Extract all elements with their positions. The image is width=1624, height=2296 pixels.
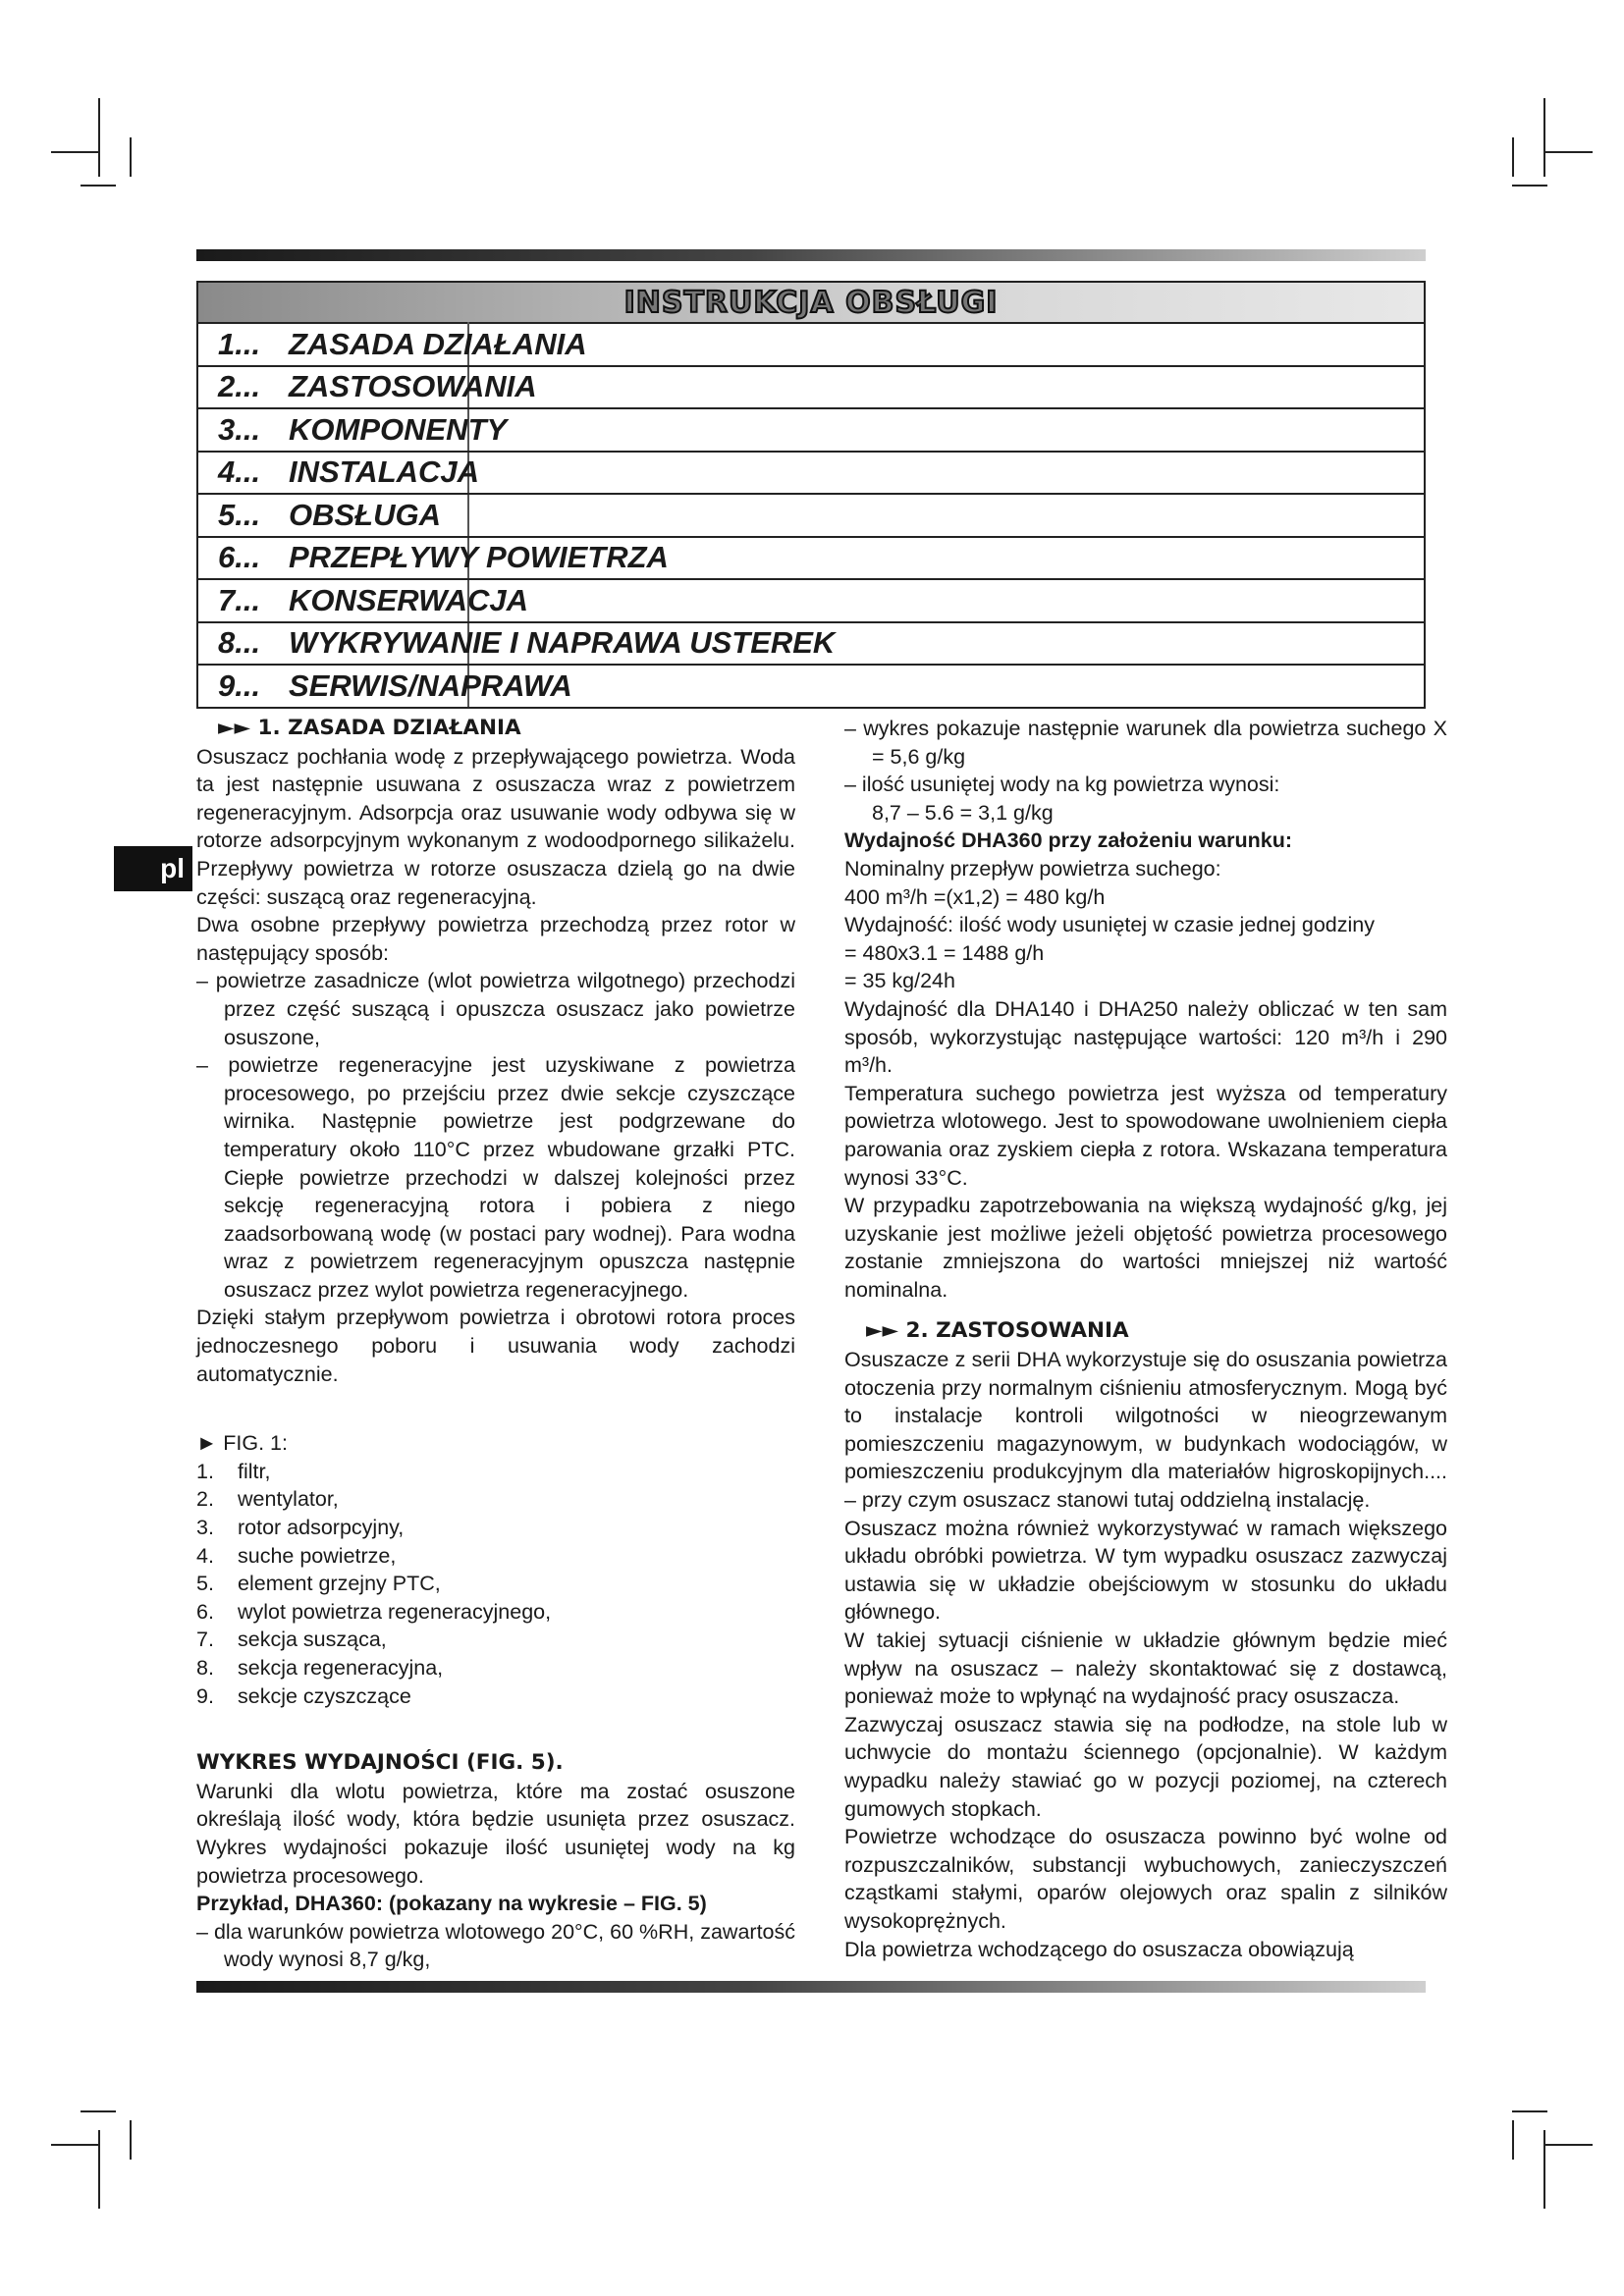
paragraph: Zazwyczaj osuszacz stawia się na podłodze, na stole lub w uchwycie do montażu ściennego (opcjonalnie). W każdym wypadku należy stawiać go w pozycji poziomej, na czterech gumowych stopkach. bbox=[844, 1712, 1447, 1821]
toc-label: ZASADA DZIAŁANIA bbox=[289, 326, 587, 361]
figure-label: ► FIG. 1: bbox=[196, 1431, 288, 1456]
section-heading: WYKRES WYDAJNOŚCI (FIG. 5). bbox=[196, 1750, 564, 1776]
toc-row bbox=[198, 495, 1424, 538]
toc-row bbox=[198, 666, 1424, 707]
text-line: = 480x3.1 = 1488 g/h bbox=[844, 940, 1045, 965]
crop-mark bbox=[130, 137, 132, 177]
crop-mark bbox=[1512, 137, 1514, 177]
paragraph: Osuszacz pochłania wodę z przepływającego powietrza. Woda ta jest następnie usuwana z osuszacza wraz z powietrzem regeneracyjnym. Adsorpcja oraz usuwanie wody odbywa się w rotorze adsorpcyjnym wykonanym z wodoodpornego silikażelu. Przepływy powietrza w rotorze osuszacza dzielą go na dwie części: suszącą oraz regeneracyjną. bbox=[196, 744, 795, 909]
toc-label: KOMPONENTY bbox=[289, 411, 508, 447]
text-line: = 35 kg/24h bbox=[844, 969, 955, 993]
toc-title: INSTRUKCJA OBSŁUGI bbox=[623, 285, 999, 320]
section-heading: ►► 2. ZASTOSOWANIA bbox=[866, 1318, 1129, 1344]
crop-mark bbox=[51, 2144, 98, 2146]
crop-mark bbox=[1545, 151, 1593, 153]
crop-mark bbox=[81, 2110, 116, 2112]
bold-line: Przykład, DHA360: (pokazany na wykresie – FIG. 5) bbox=[196, 1892, 707, 1916]
paragraph: W przypadku zapotrzebowania na większą wydajność g/kg, jej uzyskanie jest możliwe jeżeli objętość powietrza procesowego zostanie zmniejszona do wartości mniejszej niż wartość nominalna. bbox=[844, 1194, 1447, 1302]
paragraph: Osuszacze z serii DHA wykorzystuje się do osuszania powietrza otoczenia przy normalnym ciśnieniu atmosferycznym. Mogą być to instalacje kontroli wilgotności w nieogrzewanym pomieszczeniu magazynowym, w budynkach wodociągów, w pomieszczeniu produkcyjnym dla materiałów higroskopijnych.... – przy czym osuszacz stanowi tutaj oddzielną instalację. bbox=[844, 1348, 1447, 1513]
toc-row bbox=[198, 367, 1424, 410]
list-item: 8. sekcja regeneracyjna, bbox=[196, 1656, 444, 1680]
paragraph: Dla powietrza wchodzącego do osuszacza obowiązują bbox=[844, 1937, 1354, 1961]
bold-line: Wydajność DHA360 przy założeniu warunku: bbox=[844, 828, 1292, 853]
toc-num: 6... bbox=[218, 540, 261, 575]
language-tab: pl bbox=[114, 846, 192, 891]
crop-mark bbox=[51, 151, 98, 153]
crop-mark bbox=[1543, 2130, 1545, 2209]
dash-item: – dla warunków powietrza wlotowego 20°C, 60 %RH, zawartość wody wynosi 8,7 g/kg, bbox=[196, 1919, 795, 1972]
section-heading: ►► 1. ZASADA DZIAŁANIA bbox=[218, 716, 521, 740]
crop-mark bbox=[1512, 2110, 1547, 2112]
crop-mark bbox=[130, 2120, 132, 2160]
toc-row bbox=[198, 538, 1424, 581]
toc-num: 8... bbox=[218, 625, 261, 661]
text-line: Nominalny przepływ powietrza suchego: bbox=[844, 856, 1221, 881]
paragraph: Powietrze wchodzące do osuszacza powinno być wolne od rozpuszczalników, substancji wybuchowych, zanieczyszczeń cząstkami stałymi, oparów olejowych oraz spalin z silników wysokoprężnych. bbox=[844, 1825, 1447, 1933]
crop-mark bbox=[1512, 2120, 1514, 2160]
formula-line: 8,7 – 5.6 = 3,1 g/kg bbox=[872, 800, 1054, 825]
toc-label: PRZEPŁYWY POWIETRZA bbox=[289, 540, 669, 575]
paragraph: Osuszacz można również wykorzystywać w ramach większego układu obróbki powietrza. W tym wypadku osuszacz zazwyczaj ustawia się w układzie obejściowym w stosunku do układu głównego. bbox=[844, 1516, 1447, 1625]
bottom-rule bbox=[196, 1981, 1426, 1993]
toc-title-bar bbox=[198, 283, 1424, 324]
crop-mark bbox=[1543, 98, 1545, 177]
dash-item: – ilość usuniętej wody na kg powietrza wynosi: bbox=[844, 773, 1280, 797]
left-column bbox=[196, 715, 795, 1974]
dash-item: – powietrze regeneracyjne jest uzyskiwane z powietrza procesowego, po przejściu przez dwie sekcje czyszczące wirnika. Następnie powietrze jest podgrzewane do temperatury około 110°C przez wbudowane grzałki PTC. Ciepłe powietrze przechodzi w dalszej kolejności przez sekcję regeneracyjną rotora i pobiera z niego zaadsorbowaną wodę (w postaci pary wodnej). Para wodna wraz z powietrzem regeneracyjnym opuszcza następnie osuszacz przez wylot powietrza regeneracyjnego. bbox=[196, 1053, 795, 1302]
top-rule bbox=[196, 249, 1426, 261]
toc-num: 3... bbox=[218, 411, 261, 447]
list-item: 4. suche powietrze, bbox=[196, 1543, 397, 1568]
table-of-contents bbox=[196, 281, 1426, 709]
list-item: 5. element grzejny PTC, bbox=[196, 1572, 441, 1596]
list-item: 2. wentylator, bbox=[196, 1487, 339, 1512]
toc-row bbox=[198, 453, 1424, 496]
paragraph: Dwa osobne przepływy powietrza przechodzą przez rotor w następujący sposób: bbox=[196, 913, 795, 965]
text-line: 400 m³/h =(x1,2) = 480 kg/h bbox=[844, 884, 1106, 909]
toc-num: 4... bbox=[218, 454, 261, 490]
list-item: 7. sekcja susząca, bbox=[196, 1628, 387, 1652]
toc-num: 9... bbox=[218, 667, 261, 703]
list-item: 6. wylot powietrza regeneracyjnego, bbox=[196, 1599, 552, 1624]
crop-mark bbox=[81, 185, 116, 187]
crop-mark bbox=[1512, 185, 1547, 187]
text-line: Wydajność: ilość wody usuniętej w czasie jednej godziny bbox=[844, 913, 1375, 937]
toc-row bbox=[198, 409, 1424, 453]
crop-mark bbox=[98, 98, 100, 177]
toc-row bbox=[198, 324, 1424, 367]
toc-label: WYKRYWANIE I NAPRAWA USTEREK bbox=[289, 625, 836, 661]
toc-row bbox=[198, 623, 1424, 667]
toc-label: KONSERWACJA bbox=[289, 582, 529, 617]
list-item: 9. sekcje czyszczące bbox=[196, 1683, 411, 1708]
paragraph: Dzięki stałym przepływom powietrza i obrotowi rotora proces jednoczesnego poboru i usuwania wody zachodzi automatycznie. bbox=[196, 1306, 795, 1386]
right-column bbox=[844, 715, 1447, 1963]
toc-label: INSTALACJA bbox=[289, 454, 480, 490]
paragraph: W takiej sytuacji ciśnienie w układzie głównym będzie mieć wpływ na osuszacz – należy skontaktować się z dostawcą, ponieważ może to wpłynąć na wydajność pracy osuszacza. bbox=[844, 1629, 1447, 1709]
toc-label: ZASTOSOWANIA bbox=[289, 369, 537, 404]
paragraph: Temperatura suchego powietrza jest wyższa od temperatury powietrza wlotowego. Jest to spowodowane uwolnieniem ciepła parowania oraz zyskiem ciepła z rotora. Wskazana temperatura wynosi 33°C. bbox=[844, 1081, 1447, 1190]
toc-num: 1... bbox=[218, 326, 261, 361]
paragraph: Wydajność dla DHA140 i DHA250 należy obliczać w ten sam sposób, wykorzystując następujące wartości: 120 m³/h i 290 m³/h. bbox=[844, 996, 1447, 1078]
toc-num: 2... bbox=[218, 369, 261, 404]
dash-item: – wykres pokazuje następnie warunek dla powietrza suchego X = 5,6 g/kg bbox=[844, 717, 1447, 769]
crop-mark bbox=[1545, 2144, 1593, 2146]
list-item: 3. rotor adsorpcyjny, bbox=[196, 1516, 405, 1540]
toc-num: 7... bbox=[218, 582, 261, 617]
list-item: 1. filtr, bbox=[196, 1459, 271, 1483]
crop-mark bbox=[98, 2130, 100, 2209]
toc-label: SERWIS/NAPRAWA bbox=[289, 667, 572, 703]
toc-row bbox=[198, 580, 1424, 623]
paragraph: Warunki dla wlotu powietrza, które ma zostać osuszone określają ilość wody, która będzie usunięta przez osuszacz. Wykres wydajności pokazuje ilość usuniętej wody na kg powietrza procesowego. bbox=[196, 1779, 795, 1888]
toc-num: 5... bbox=[218, 497, 261, 532]
toc-label: OBSŁUGA bbox=[289, 497, 441, 532]
dash-item: – powietrze zasadnicze (wlot powietrza wilgotnego) przechodzi przez część suszącą i opuszcza osuszacz jako powietrze osuszone, bbox=[196, 969, 795, 1049]
